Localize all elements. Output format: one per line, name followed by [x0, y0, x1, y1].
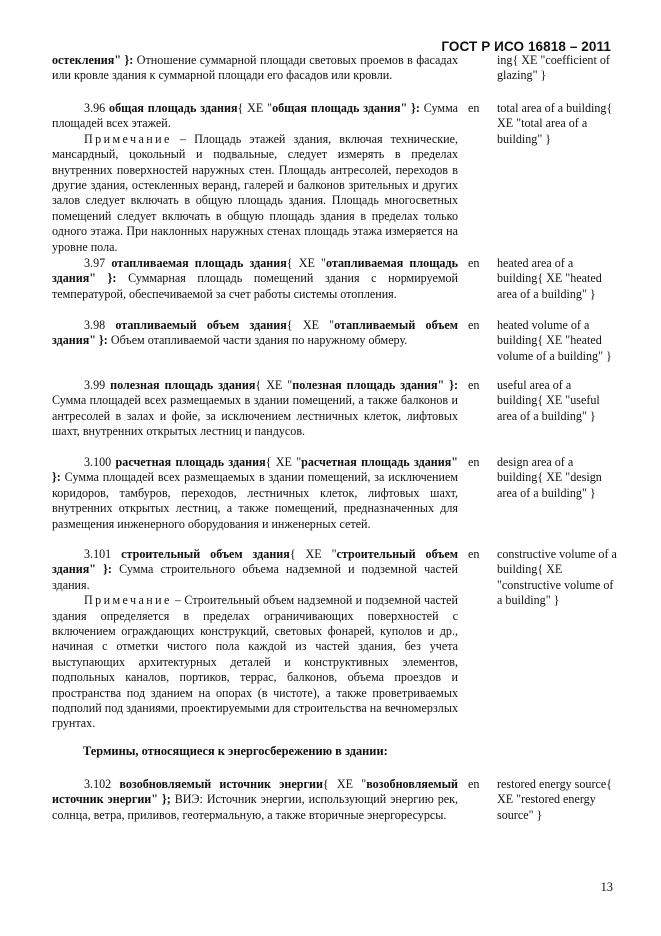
- term-number: 3.101: [84, 547, 112, 561]
- term-definition: Объем отапливаемой части здания по наружному обмеру.: [107, 333, 408, 348]
- term-number: 3.98: [84, 318, 106, 332]
- note-label: Примечание: [84, 593, 172, 608]
- xe-open: { XE ": [255, 378, 293, 392]
- term-end: остекления: [52, 53, 115, 67]
- xe-term: возобновляемый источник энергии: [52, 777, 458, 807]
- term-number: 3.100: [84, 455, 112, 469]
- lang-tag: en: [468, 547, 480, 561]
- xe-term: отапливаемый объем здания: [52, 318, 458, 348]
- xe-open: { XE ": [286, 318, 335, 332]
- term-definition: Сумма площадей всех этажей.: [52, 101, 459, 131]
- xe-close: " };: [151, 792, 171, 807]
- xe-open: { XE ": [322, 777, 367, 791]
- term-number: 3.99: [84, 378, 106, 392]
- term-name: отапливаемая площадь здания: [111, 256, 287, 270]
- term-name: отапливаемый объем здания: [115, 318, 287, 332]
- english-equivalent: heated area of a building{ XE "heated area of a building" }: [497, 256, 602, 301]
- term-name: общая площадь здания: [109, 101, 238, 115]
- note-label: Примечание: [84, 131, 172, 146]
- term-number: 3.97: [84, 256, 106, 270]
- term-name: возобновляемый источник энергии: [119, 777, 323, 791]
- lang-tag: en: [468, 378, 480, 392]
- term-definition: Сумма строительного объема надземной и подземной частей здания.: [52, 562, 459, 592]
- document-code-header: ГОСТ Р ИСО 16818 – 2011: [441, 39, 611, 54]
- xe-open: { XE ": [289, 547, 337, 561]
- term-definition: Суммарная площадь помещений здания с нормируемой температурой, обеспечиваемой за счет работы системы отопления.: [52, 271, 458, 301]
- english-equivalent: total area of a building{ XE "total area of a building" }: [497, 101, 613, 146]
- note-text: – Площадь этажей здания, включая технические, мансардный, цокольный и подвальные, следует измерять в пределах внутренних поверхностей наружных стен. Площадь антресолей, переходов в другие здания, остекленных веранд, галерей и балконов зрительных и других залов следует включать в общую площадь здания. Площадь многосветных помещений следует включать в общую площадь здания в пределах только одного этажа. При наклонных наружных стенах площадь этажа измеряется на уровне пола.: [52, 131, 458, 254]
- xe-open: { XE ": [286, 256, 326, 270]
- section-heading: Термины, относящиеся к энергосбережению в здании:: [83, 744, 388, 758]
- term-name: расчетная площадь здания: [115, 455, 266, 469]
- term-entry-glazing-continuation: [52, 53, 458, 84]
- xe-close: " }:: [89, 271, 117, 286]
- english-equivalent: design area of a building{ XE "design area of a building" }: [497, 455, 602, 500]
- term-name: строительный объем здания: [121, 547, 290, 561]
- term-name: полезная площадь здания: [110, 378, 256, 392]
- lang-tag: en: [468, 318, 480, 332]
- term-definition: ВИЭ: Источник энергии, использующий энергию рек, солнца, ветра, приливов, геотермальную, а также вторичные энергоресурсы.: [52, 792, 459, 822]
- xe-term: полезная площадь здания: [292, 378, 438, 392]
- english-equivalent: constructive volume of a building{ XE "constructive volume of a building" }: [497, 547, 617, 608]
- term-entry-3-102: [52, 777, 458, 823]
- xe-term: общая площадь здания: [272, 101, 401, 115]
- term-number: 3.96: [84, 101, 106, 115]
- xe-close: " }:: [437, 378, 458, 392]
- term-entry-3-98: [52, 318, 458, 349]
- term-entry-3-100: [52, 455, 458, 532]
- term-definition: Отношение суммарной площади световых проемов в фасадах или кровле здания к суммарной площади его фасадов или кровли.: [52, 53, 458, 83]
- xe-close: " }:: [114, 53, 134, 67]
- xe-open: { XE ": [237, 101, 273, 115]
- lang-tag: en: [468, 256, 480, 270]
- lang-tag: en: [468, 777, 480, 791]
- lang-tag: en: [468, 455, 480, 469]
- english-equivalent: heated volume of a building{ XE "heated volume of a building" }: [497, 318, 612, 363]
- xe-term: строительный объем здания: [52, 547, 458, 577]
- term-definition: Сумма площадей всех размещаемых в здании помещений, за исключением коридоров, тамбуров, переходов, лестничных клеток, лифтовых шахт, внутренних открытых лестниц, а также помещений, предназначенных для размещения инженерного оборудования и инженерных сетей.: [52, 470, 458, 531]
- english-equivalent: restored energy source{ XE "restored energy source" }: [497, 777, 613, 822]
- xe-close: " }:: [89, 333, 108, 348]
- page-number: 13: [600, 880, 613, 894]
- term-number: 3.102: [84, 777, 112, 791]
- lang-tag: en: [468, 101, 480, 115]
- xe-close: " }:: [400, 101, 420, 115]
- term-entry-3-99: [52, 378, 458, 440]
- xe-term: расчетная площадь здания: [301, 455, 452, 469]
- xe-close: " }:: [52, 455, 458, 485]
- xe-close: " }:: [89, 562, 112, 577]
- note-text: – Строительный объем надземной и подземной частей здания определяется в пределах ограничивающих поверхностей с включением ограждающих конструкций, световых фонарей, куполов и др., начиная с отметки чистого пола каждой из частей здания, без учета выступающих архитектурных деталей и конструктивных элементов, подпольных каналов, портиков, террас, балконов, объема проездов и пространства под зданием на опорах (в чистоте), а также проветриваемых подполий под зданиями, проектируемыми для строительства на вечномерзлых грунтах.: [52, 593, 458, 731]
- term-entry-3-101: [52, 547, 458, 732]
- xe-open: { XE ": [265, 455, 302, 469]
- term-entry-3-97: [52, 256, 458, 302]
- term-definition: Сумма площадей всех размещаемых в здании помещений, а также балконов и антресолей в залах и фойе, за исключением лестничных клеток, лифтовых шахт, внутренних открытых лестниц и пандусов.: [52, 393, 458, 439]
- xe-term: отапливаемая площадь здания: [52, 256, 458, 286]
- english-equivalent: ing{ XE "coefficient of glazing" }: [497, 53, 610, 83]
- term-entry-3-96: [52, 101, 458, 255]
- english-equivalent: useful area of a building{ XE "useful area of a building" }: [497, 378, 600, 423]
